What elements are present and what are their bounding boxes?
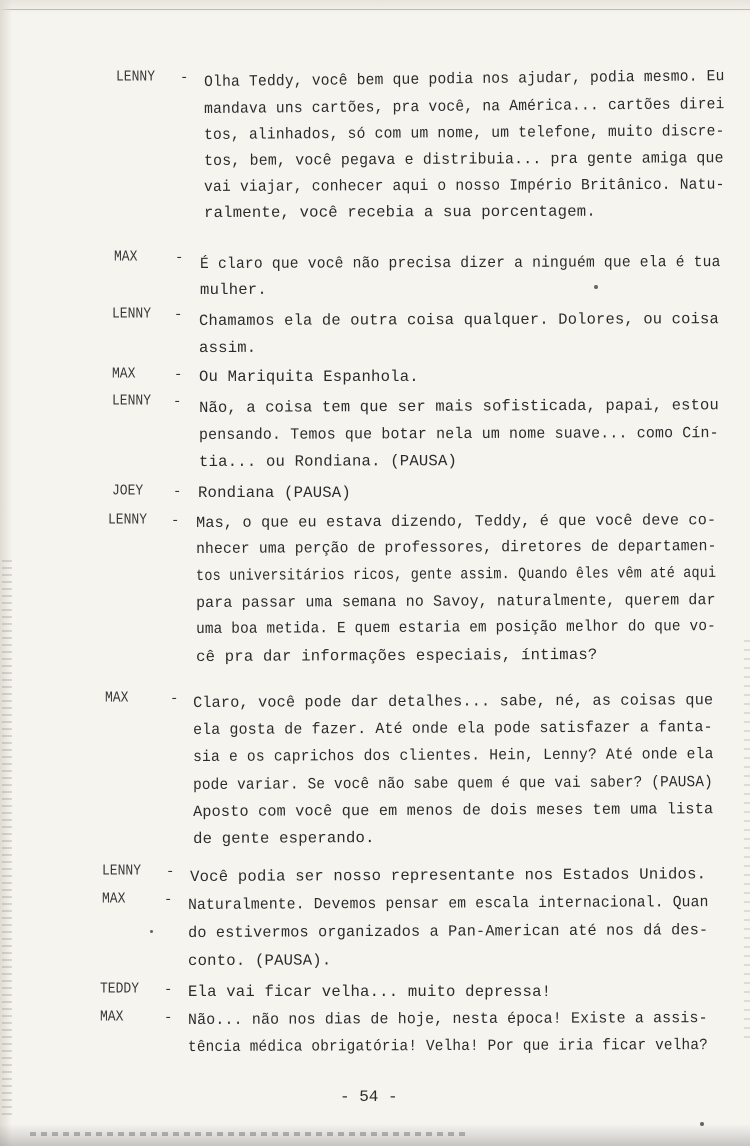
speaker-name: JOEY <box>112 482 144 500</box>
dialogue-line: Não, a coisa tem que ser mais sofisticada, papai, estou <box>199 396 719 417</box>
dialogue-line: para passar uma semana no Savoy, naturalmente, querem dar <box>196 591 716 612</box>
speaker-name: LENNY <box>102 862 142 880</box>
dialogue-line: Ou Mariquita Espanhola. <box>199 368 419 386</box>
speaker-dash: - <box>180 70 189 86</box>
dialogue-line: mulher. <box>200 280 267 299</box>
ink-speck <box>700 1122 704 1126</box>
dialogue-line: ralmente, você recebia a sua porcentagem. <box>204 202 596 222</box>
dialogue-line: É claro que você não precisa dizer a ninguém que ela é tua <box>200 253 721 273</box>
dialogue-line: tia... ou Rondiana. (PAUSA) <box>199 452 458 471</box>
page-number: - 54 - <box>340 1088 398 1106</box>
speaker-name: LENNY <box>112 305 152 323</box>
scan-top-shadow <box>0 0 750 14</box>
speaker-dash: - <box>170 691 179 707</box>
speaker-name: MAX <box>114 248 138 266</box>
speaker-dash: - <box>173 484 182 500</box>
dialogue-line: Não... não nos dias de hoje, nesta época! Existe a assis- <box>188 1009 708 1029</box>
speaker-name: LENNY <box>108 511 148 529</box>
scan-bottom-noise <box>30 1132 470 1136</box>
ink-speck <box>150 930 153 933</box>
dialogue-line: assim. <box>199 338 257 357</box>
speaker-name: LENNY <box>112 392 152 410</box>
speaker-name: LENNY <box>116 68 156 86</box>
dialogue-line: Rondiana (PAUSA) <box>198 484 351 502</box>
speaker-dash: - <box>164 1010 173 1026</box>
dialogue-line: uma boa metida. E quem estaria em posição melhor do que vo- <box>196 617 717 638</box>
speaker-name: MAX <box>102 890 126 908</box>
dialogue-line: de gente esperando. <box>193 829 375 848</box>
dialogue-line: Ela vai ficar velha... muito depressa! <box>188 983 552 1001</box>
dialogue-line: Naturalmente. Devemos pensar em escala internacional. Quan <box>188 893 709 914</box>
dialogue-line: Mas, o que eu estava dizendo, Teddy, é que você deve co- <box>196 511 717 532</box>
scan-top-line <box>0 9 750 10</box>
dialogue-line: tos, bem, você pegava e distribuia... pra gente amiga que <box>204 149 724 170</box>
speaker-dash: - <box>174 367 183 383</box>
dialogue-line: cê pra dar informações especiais, íntimas? <box>196 645 598 666</box>
speaker-dash: - <box>166 864 175 880</box>
speaker-name: MAX <box>100 1008 124 1026</box>
scan-left-noise <box>2 560 12 1120</box>
dialogue-line: Olha Teddy, você bem que podia nos ajudar, podia mesmo. Eu <box>204 67 725 91</box>
speaker-dash: - <box>173 394 182 410</box>
dialogue-line: Chamamos ela de outra coisa qualquer. Dolores, ou coisa <box>199 310 719 330</box>
dialogue-line: do estivermos organizados a Pan-American até nos dá des- <box>188 921 709 942</box>
dialogue-line: nhecer uma perção de professores, diretores de departamen- <box>196 537 717 558</box>
speaker-dash: - <box>171 513 180 529</box>
speaker-dash: - <box>174 307 183 323</box>
speaker-dash: - <box>164 892 173 908</box>
speaker-dash: - <box>164 982 173 998</box>
speaker-name: MAX <box>105 689 129 707</box>
dialogue-line: sia e os caprichos dos clientes. Hein, Lenny? Até onde ela <box>193 745 714 766</box>
dialogue-line: conto. (PAUSA). <box>188 951 332 970</box>
dialogue-line: tos universitários ricos, gente assim. Quando êles vêm até aqui <box>196 563 717 585</box>
dialogue-line: Aposto com você que em menos de dois meses tem uma lista <box>193 800 714 821</box>
speaker-name: MAX <box>112 365 136 383</box>
speaker-dash: - <box>175 250 184 266</box>
dialogue-line: Você podia ser nosso representante nos Estados Unidos. <box>190 865 707 886</box>
dialogue-line: mandava uns cartões, pra você, na América... cartões direi <box>204 95 725 118</box>
ink-speck <box>594 285 598 289</box>
dialogue-line: pensando. Temos que botar nela um nome suave... como Cín- <box>199 424 719 444</box>
speaker-name: TEDDY <box>100 980 140 998</box>
dialogue-line: Claro, você pode dar detalhes... sabe, né, as coisas que <box>193 691 714 712</box>
dialogue-line: tos, alinhados, só com um nome, um telefone, muito discre- <box>204 122 725 144</box>
dialogue-line: tência médica obrigatória! Velha! Por que iria ficar velha? <box>188 1036 708 1056</box>
scan-right-noise <box>744 640 750 1040</box>
dialogue-line: ela gosta de fazer. Até onde ela pode satisfazer a fanta- <box>193 718 713 739</box>
dialogue-line: vai viajar, conhecer aqui o nosso Império Britânico. Natu- <box>204 175 725 196</box>
dialogue-line: pode variar. Se você não sabe quem é que vai saber? (PAUSA) <box>193 773 714 794</box>
